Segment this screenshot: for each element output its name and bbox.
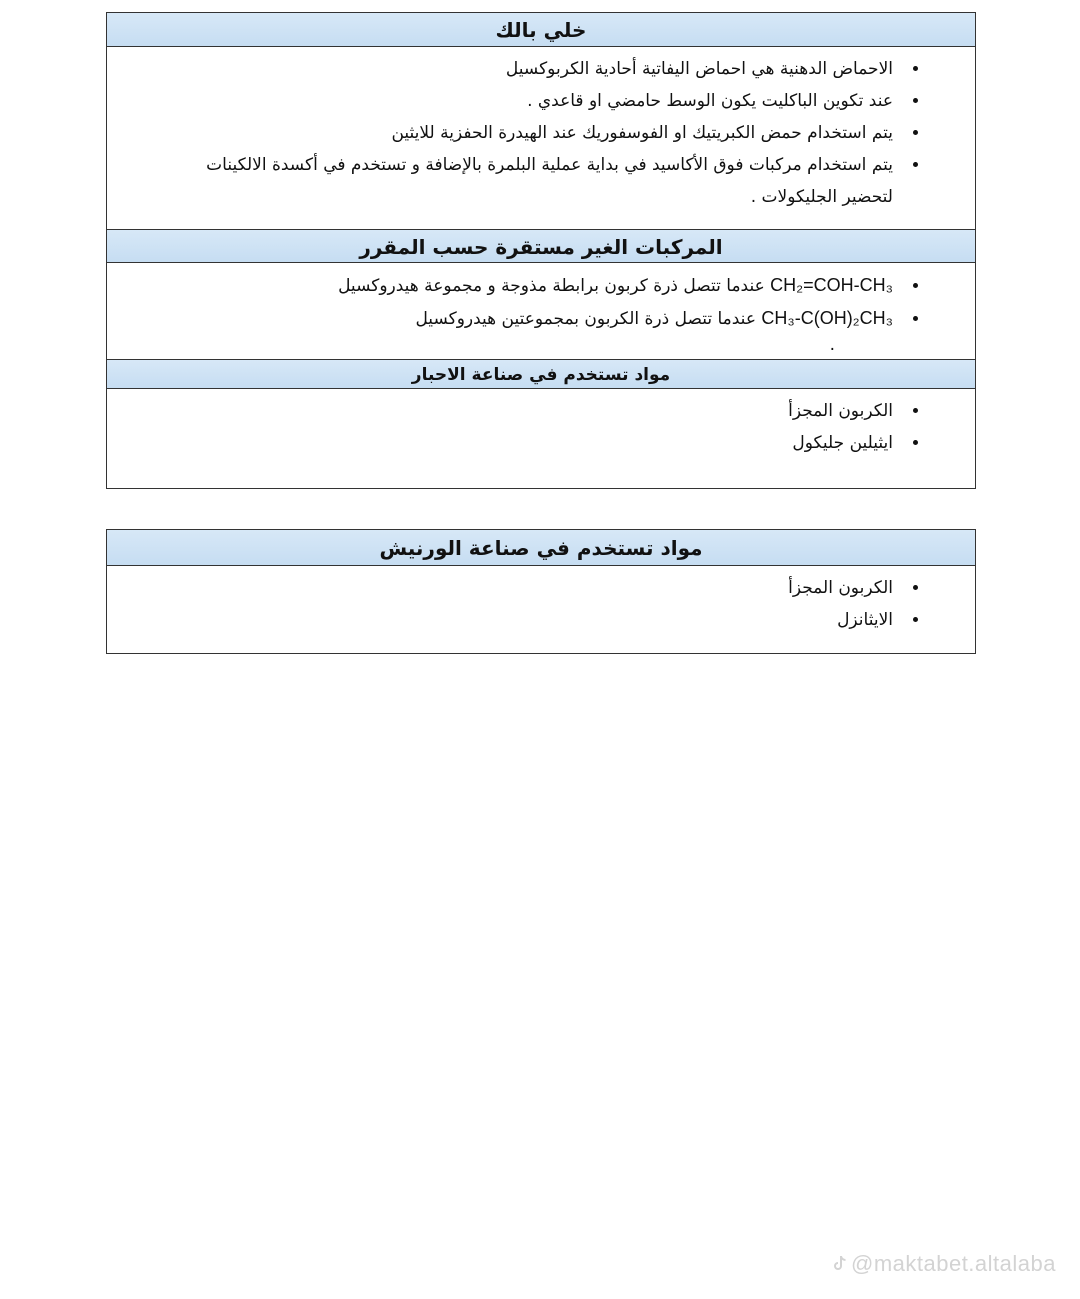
list-item-text: عندما تتصل ذرة كربون برابطة مذوجة و مجموعة هيدروكسيل xyxy=(338,276,765,296)
section-header-inks: مواد تستخدم في صناعة الاحبار xyxy=(107,359,975,389)
section-header-note: خلي بالك xyxy=(107,13,975,47)
varnish-table xyxy=(106,529,976,654)
chemical-formula: CH₃-C(OH)₂CH₃ xyxy=(761,308,893,328)
list-item-text: عندما تتصل ذرة الكربون بمجموعتين هيدروكسيل xyxy=(415,309,756,329)
list-item: • يتم استخدام مركبات فوق الأكاسيد في بداية عملية البلمرة بالإضافة و تستخدم في أكسدة الالكينات لتحضير الجليكولات . xyxy=(177,149,901,213)
inks-list xyxy=(177,395,935,459)
varnish-list-area xyxy=(107,566,975,652)
list-item: • الكربون المجزأ xyxy=(177,572,901,604)
notes-table xyxy=(106,12,976,489)
section-header-varnish: مواد تستخدم في صناعة الورنيش xyxy=(107,530,975,566)
tiktok-icon xyxy=(833,1253,847,1271)
trailing-dot: . xyxy=(829,335,835,355)
unstable-list xyxy=(177,269,935,335)
list-item xyxy=(177,269,901,302)
unstable-list-area xyxy=(107,263,975,359)
list-item: • عند تكوين الباكليت يكون الوسط حامضي او قاعدي . xyxy=(177,85,901,117)
watermark xyxy=(833,1251,1056,1277)
list-item: • الاحماض الدهنية هي احماض اليفاتية أحادية الكربوكسيل xyxy=(177,53,901,85)
list-item xyxy=(177,302,901,335)
varnish-list xyxy=(177,572,935,636)
list-item: • الايثانزل xyxy=(177,604,901,636)
list-item: • يتم استخدام حمض الكبريتيك او الفوسفوريك عند الهيدرة الحفزية للايثين xyxy=(177,117,901,149)
watermark-text: @maktabet.altalaba xyxy=(850,1251,1056,1276)
note-list xyxy=(177,53,935,213)
note-list-area xyxy=(107,47,975,229)
list-item: • الكربون المجزأ xyxy=(177,395,901,427)
chemical-formula: CH₂=COH-CH₃ xyxy=(770,275,893,295)
section-header-unstable: المركبات الغير مستقرة حسب المقرر xyxy=(107,229,975,263)
list-item: • ايثيلين جليكول xyxy=(177,427,901,459)
inks-list-area xyxy=(107,389,975,483)
